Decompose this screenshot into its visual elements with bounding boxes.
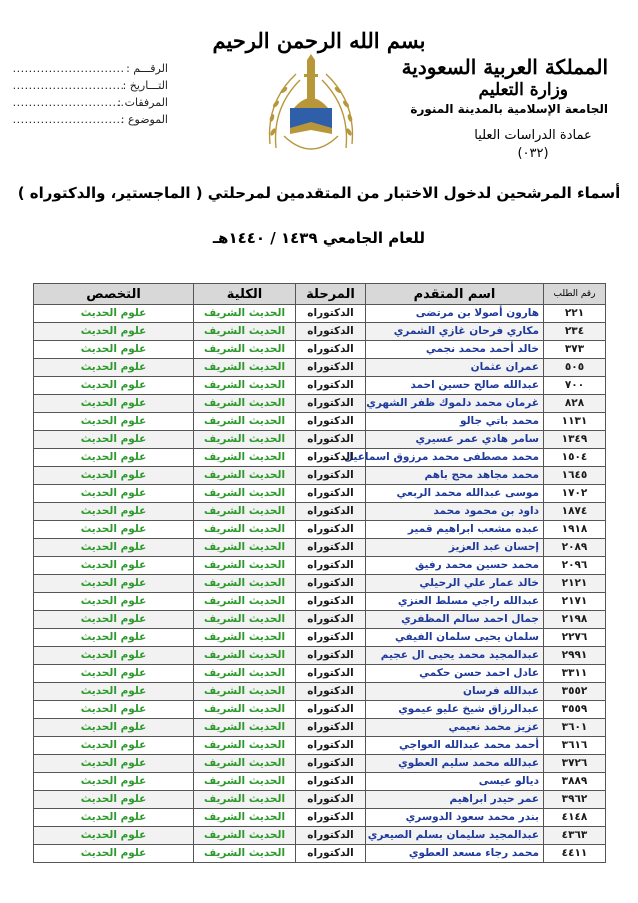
degree-stage-cell: الدكتوراه — [296, 521, 366, 539]
meta-dots: ............................ — [12, 113, 125, 126]
meta-field-subject — [12, 111, 168, 128]
specialization-cell: علوم الحديث — [34, 359, 194, 377]
applicant-name-cell: عبدالله فرسان — [366, 683, 544, 701]
specialization-cell: علوم الحديث — [34, 431, 194, 449]
table-row — [34, 773, 606, 791]
candidates-table — [33, 283, 605, 863]
degree-stage-cell: الدكتوراه — [296, 701, 366, 719]
applicant-name-cell: عزيز محمد نعيمي — [366, 719, 544, 737]
request-number-cell: ٤٤١١ — [544, 845, 606, 863]
college-cell: الحديث الشريف — [194, 665, 296, 683]
college-cell: الحديث الشريف — [194, 395, 296, 413]
college-cell: الحديث الشريف — [194, 539, 296, 557]
meta-dots: ............................ — [12, 96, 125, 109]
applicant-name-cell: بندر محمد سعود الدوسري — [366, 809, 544, 827]
request-number-cell: ٢٩٩١ — [544, 647, 606, 665]
table-row — [34, 611, 606, 629]
meta-field-date — [12, 77, 168, 94]
college-cell: الحديث الشريف — [194, 431, 296, 449]
college-cell: الحديث الشريف — [194, 827, 296, 845]
column-header: الكلية — [194, 284, 296, 305]
meta-dots: ............................ — [12, 79, 125, 92]
college-cell: الحديث الشريف — [194, 593, 296, 611]
request-number-cell: ٣٧٢٦ — [544, 755, 606, 773]
request-number-cell: ٣٣١١ — [544, 665, 606, 683]
request-number-cell: ٢٣٤ — [544, 323, 606, 341]
column-header: رقم الطلب — [544, 284, 606, 305]
specialization-cell: علوم الحديث — [34, 593, 194, 611]
applicant-name-cell: عبده مشعب ابراهيم قمير — [366, 521, 544, 539]
college-cell: الحديث الشريف — [194, 773, 296, 791]
specialization-cell: علوم الحديث — [34, 377, 194, 395]
applicant-name-cell: سلمان يحيى سلمان الفيفي — [366, 629, 544, 647]
applicant-name-cell: محمد مجاهد محج باهم — [366, 467, 544, 485]
specialization-cell: علوم الحديث — [34, 701, 194, 719]
column-header: التخصص — [34, 284, 194, 305]
specialization-cell: علوم الحديث — [34, 413, 194, 431]
specialization-cell: علوم الحديث — [34, 647, 194, 665]
request-number-cell: ٢١٢١ — [544, 575, 606, 593]
applicant-name-cell: موسى عبدالله محمد الربعي — [366, 485, 544, 503]
degree-stage-cell: الدكتوراه — [296, 539, 366, 557]
college-cell: الحديث الشريف — [194, 377, 296, 395]
applicant-name-cell: محمد رجاء مسعد العطوي — [366, 845, 544, 863]
table-row — [34, 395, 606, 413]
college-cell: الحديث الشريف — [194, 611, 296, 629]
table-row — [34, 575, 606, 593]
applicant-name-cell: إحسان عبد العزيز — [366, 539, 544, 557]
degree-stage-cell: الدكتوراه — [296, 323, 366, 341]
specialization-cell: علوم الحديث — [34, 809, 194, 827]
specialization-cell: علوم الحديث — [34, 575, 194, 593]
document-title: أسماء المرشحين لدخول الاختبار من المتقدمين لمرحلتي ( الماجستير، والدكتوراه ) — [17, 184, 621, 202]
degree-stage-cell: الدكتوراه — [296, 791, 366, 809]
column-header: المرحلة — [296, 284, 366, 305]
college-cell: الحديث الشريف — [194, 791, 296, 809]
degree-stage-cell: الدكتوراه — [296, 647, 366, 665]
meta-fields — [12, 60, 168, 128]
meta-label: الموضوع : — [120, 113, 168, 126]
specialization-cell: علوم الحديث — [34, 341, 194, 359]
basmala: بسم الله الرحمن الرحيم — [212, 28, 426, 53]
table-row — [34, 683, 606, 701]
college-cell: الحديث الشريف — [194, 701, 296, 719]
college-cell: الحديث الشريف — [194, 323, 296, 341]
applicant-name-cell: عبدالله صالح حسين احمد — [366, 377, 544, 395]
degree-stage-cell: الدكتوراه — [296, 557, 366, 575]
request-number-cell: ٤١٤٨ — [544, 809, 606, 827]
table-row — [34, 665, 606, 683]
college-cell: الحديث الشريف — [194, 359, 296, 377]
applicant-name-cell: هارون أصولا بن مرتضى — [366, 305, 544, 323]
specialization-cell: علوم الحديث — [34, 791, 194, 809]
degree-stage-cell: الدكتوراه — [296, 503, 366, 521]
specialization-cell: علوم الحديث — [34, 611, 194, 629]
college-cell: الحديث الشريف — [194, 755, 296, 773]
request-number-cell: ٢٠٩٦ — [544, 557, 606, 575]
ministry-name: وزارة التعليم — [478, 80, 568, 100]
degree-stage-cell: الدكتوراه — [296, 611, 366, 629]
request-number-cell: ١٥٠٤ — [544, 449, 606, 467]
degree-stage-cell: الدكتوراه — [296, 377, 366, 395]
specialization-cell: علوم الحديث — [34, 719, 194, 737]
degree-stage-cell: الدكتوراه — [296, 359, 366, 377]
applicant-name-cell: محمد باتي جالو — [366, 413, 544, 431]
degree-stage-cell: الدكتوراه — [296, 827, 366, 845]
degree-stage-cell: الدكتوراه — [296, 629, 366, 647]
specialization-cell: علوم الحديث — [34, 305, 194, 323]
degree-stage-cell: الدكتوراه — [296, 719, 366, 737]
request-number-cell: ٢١٩٨ — [544, 611, 606, 629]
applicant-name-cell: غرمان محمد دلموك ظفر الشهري — [366, 395, 544, 413]
form-code: (٠٣٢) — [517, 146, 549, 161]
request-number-cell: ١١٣١ — [544, 413, 606, 431]
degree-stage-cell: الدكتوراه — [296, 341, 366, 359]
request-number-cell: ٣٥٥٩ — [544, 701, 606, 719]
table-row — [34, 755, 606, 773]
college-cell: الحديث الشريف — [194, 683, 296, 701]
table-row — [34, 845, 606, 863]
specialization-cell: علوم الحديث — [34, 395, 194, 413]
table-row — [34, 809, 606, 827]
specialization-cell: علوم الحديث — [34, 323, 194, 341]
specialization-cell: علوم الحديث — [34, 539, 194, 557]
request-number-cell: ١٨٧٤ — [544, 503, 606, 521]
meta-field-number — [12, 60, 168, 77]
table-row — [34, 791, 606, 809]
specialization-cell: علوم الحديث — [34, 737, 194, 755]
request-number-cell: ٣٥٥٢ — [544, 683, 606, 701]
table-row — [34, 449, 606, 467]
degree-stage-cell: الدكتوراه — [296, 413, 366, 431]
applicant-name-cell: خالد عمار علي الرحيلي — [366, 575, 544, 593]
degree-stage-cell: الدكتوراه — [296, 737, 366, 755]
request-number-cell: ١٧٠٢ — [544, 485, 606, 503]
request-number-cell: ٥٠٥ — [544, 359, 606, 377]
applicant-name-cell: عبدالله محمد سليم العطوي — [366, 755, 544, 773]
table-row — [34, 305, 606, 323]
degree-stage-cell: الدكتوراه — [296, 845, 366, 863]
table-body — [34, 305, 606, 863]
table-header-row — [34, 284, 606, 305]
college-cell: الحديث الشريف — [194, 575, 296, 593]
degree-stage-cell: الدكتوراه — [296, 809, 366, 827]
degree-stage-cell: الدكتوراه — [296, 431, 366, 449]
table-row — [34, 377, 606, 395]
applicant-name-cell: ديالو عيسى — [366, 773, 544, 791]
table-row — [34, 557, 606, 575]
college-cell: الحديث الشريف — [194, 341, 296, 359]
table-row — [34, 629, 606, 647]
applicant-name-cell: مكاري فرحان غازي الشمري — [366, 323, 544, 341]
applicant-name-cell: أحمد محمد عبدالله العواجي — [366, 737, 544, 755]
degree-stage-cell: الدكتوراه — [296, 683, 366, 701]
degree-stage-cell: الدكتوراه — [296, 305, 366, 323]
specialization-cell: علوم الحديث — [34, 557, 194, 575]
request-number-cell: ٧٠٠ — [544, 377, 606, 395]
table-row — [34, 323, 606, 341]
request-number-cell: ٢٢١ — [544, 305, 606, 323]
college-cell: الحديث الشريف — [194, 845, 296, 863]
request-number-cell: ٣٧٣ — [544, 341, 606, 359]
request-number-cell: ٢٢٧٦ — [544, 629, 606, 647]
degree-stage-cell: الدكتوراه — [296, 755, 366, 773]
table-row — [34, 539, 606, 557]
applicant-name-cell: عبدالرزاق شيخ عليو عيموي — [366, 701, 544, 719]
table-row — [34, 341, 606, 359]
degree-stage-cell: الدكتوراه — [296, 575, 366, 593]
table-row — [34, 413, 606, 431]
table-row — [34, 827, 606, 845]
degree-stage-cell: الدكتوراه — [296, 395, 366, 413]
request-number-cell: ١٩١٨ — [544, 521, 606, 539]
specialization-cell: علوم الحديث — [34, 755, 194, 773]
applicant-name-cell: عبدالمجيد محمد يحيى ال عجيم — [366, 647, 544, 665]
table-row — [34, 737, 606, 755]
college-cell: الحديث الشريف — [194, 557, 296, 575]
specialization-cell: علوم الحديث — [34, 467, 194, 485]
table-row — [34, 467, 606, 485]
applicant-name-cell: محمد مصطفى محمد مرزوق اسماعيل — [366, 449, 544, 467]
applicant-name-cell: سامر هادي عمر عسيري — [366, 431, 544, 449]
kingdom-name: المملكة العربية السعودية — [401, 55, 608, 79]
organization-block — [398, 54, 608, 162]
degree-stage-cell: الدكتوراه — [296, 593, 366, 611]
degree-stage-cell: الدكتوراه — [296, 467, 366, 485]
specialization-cell: علوم الحديث — [34, 773, 194, 791]
specialization-cell: علوم الحديث — [34, 629, 194, 647]
request-number-cell: ٣٦١٦ — [544, 737, 606, 755]
specialization-cell: علوم الحديث — [34, 449, 194, 467]
applicant-name-cell: عبدالله راجي مسلط العنزي — [366, 593, 544, 611]
meta-field-attachments — [12, 94, 168, 111]
applicant-name-cell: عمر حيدر ابراهيم — [366, 791, 544, 809]
table-row — [34, 521, 606, 539]
table-row — [34, 485, 606, 503]
request-number-cell: ١٣٤٩ — [544, 431, 606, 449]
college-cell: الحديث الشريف — [194, 413, 296, 431]
college-cell: الحديث الشريف — [194, 485, 296, 503]
deanship-name: عمادة الدراسات العليا — [474, 128, 592, 143]
applicant-name-cell: محمد حسين محمد رفيق — [366, 557, 544, 575]
degree-stage-cell: الدكتوراه — [296, 773, 366, 791]
specialization-cell: علوم الحديث — [34, 827, 194, 845]
request-number-cell: ٣٩٦٢ — [544, 791, 606, 809]
specialization-cell: علوم الحديث — [34, 665, 194, 683]
meta-label: الرقـــم : — [126, 62, 168, 75]
college-cell: الحديث الشريف — [194, 503, 296, 521]
request-number-cell: ٢١٧١ — [544, 593, 606, 611]
table-row — [34, 647, 606, 665]
request-number-cell: ١٦٤٥ — [544, 467, 606, 485]
university-name: الجامعة الإسلامية بالمدينة المنورة — [410, 102, 608, 116]
meta-label: التـــاريخ : — [122, 79, 168, 92]
table-row — [34, 593, 606, 611]
specialization-cell: علوم الحديث — [34, 683, 194, 701]
specialization-cell: علوم الحديث — [34, 845, 194, 863]
applicant-name-cell: جمال احمد سالم المظفري — [366, 611, 544, 629]
college-cell: الحديث الشريف — [194, 647, 296, 665]
college-cell: الحديث الشريف — [194, 467, 296, 485]
request-number-cell: ٣٨٨٩ — [544, 773, 606, 791]
specialization-cell: علوم الحديث — [34, 503, 194, 521]
degree-stage-cell: الدكتوراه — [296, 485, 366, 503]
table-row — [34, 359, 606, 377]
university-emblem-icon — [256, 52, 366, 172]
column-header: اسم المتقدم — [366, 284, 544, 305]
college-cell: الحديث الشريف — [194, 719, 296, 737]
college-cell: الحديث الشريف — [194, 629, 296, 647]
meta-dots: ............................ — [12, 62, 125, 75]
table-row — [34, 503, 606, 521]
academic-year: للعام الجامعي ١٤٣٩ / ١٤٤٠هـ — [212, 229, 426, 247]
applicant-name-cell: عمران عثمان — [366, 359, 544, 377]
college-cell: الحديث الشريف — [194, 737, 296, 755]
table-row — [34, 719, 606, 737]
specialization-cell: علوم الحديث — [34, 485, 194, 503]
specialization-cell: علوم الحديث — [34, 521, 194, 539]
applicant-name-cell: عبدالمجيد سليمان بسلم الصيعري — [366, 827, 544, 845]
college-cell: الحديث الشريف — [194, 521, 296, 539]
request-number-cell: ٢٠٨٩ — [544, 539, 606, 557]
applicant-name-cell: داود بن محمود محمد — [366, 503, 544, 521]
degree-stage-cell: الدكتوراه — [296, 449, 366, 467]
request-number-cell: ٤٣٦٣ — [544, 827, 606, 845]
college-cell: الحديث الشريف — [194, 305, 296, 323]
degree-stage-cell: الدكتوراه — [296, 665, 366, 683]
applicant-name-cell: خالد أحمد محمد نجمي — [366, 341, 544, 359]
applicant-name-cell: عادل احمد حسن حكمي — [366, 665, 544, 683]
request-number-cell: ٨٢٨ — [544, 395, 606, 413]
table-row — [34, 431, 606, 449]
meta-label: المرفقات : — [117, 96, 168, 109]
table-row — [34, 701, 606, 719]
college-cell: الحديث الشريف — [194, 449, 296, 467]
college-cell: الحديث الشريف — [194, 809, 296, 827]
request-number-cell: ٣٦٠١ — [544, 719, 606, 737]
